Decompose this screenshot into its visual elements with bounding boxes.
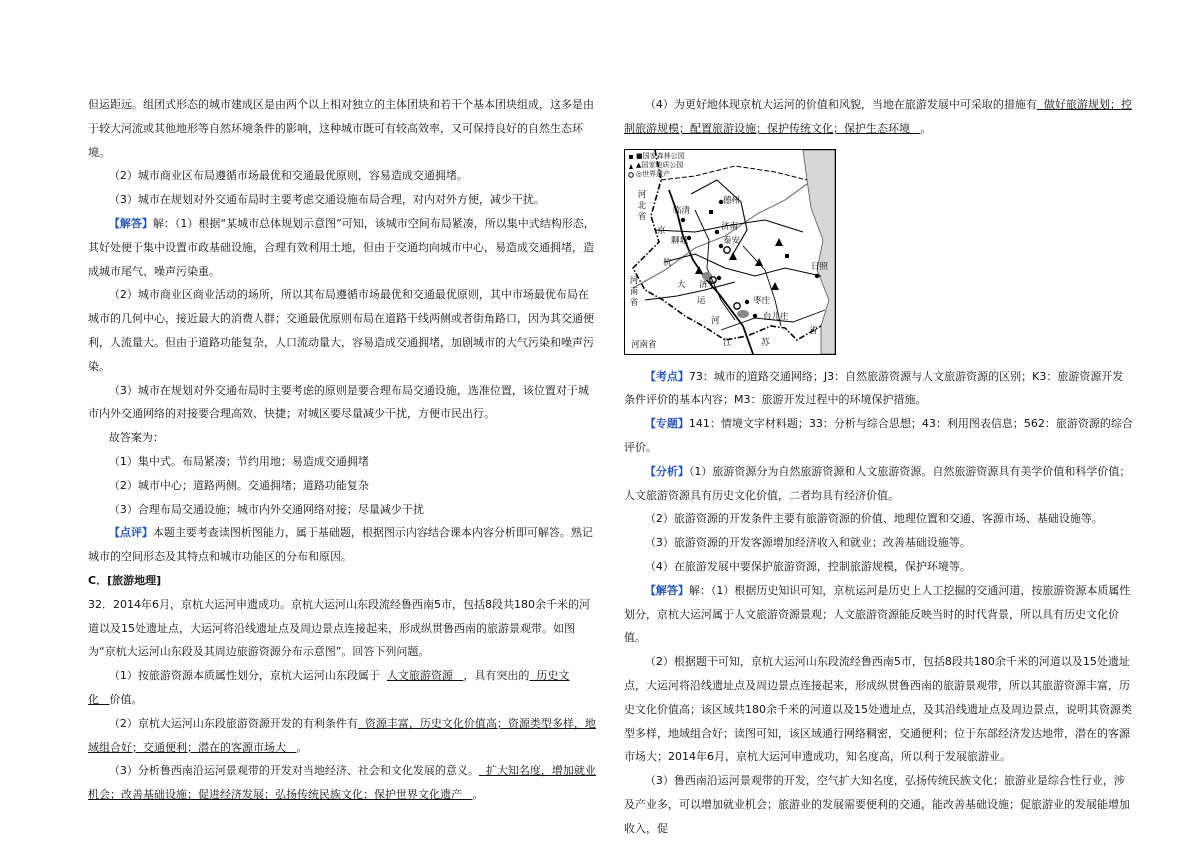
label-linqing: 临清 [673,205,691,216]
label-liaocheng: 聊城 [671,235,689,246]
kaodian-block: 【考点】73：城市的道路交通网络；J3：自然旅游资源与人文旅游资源的区别；K3：旅游资源开发条件评价的基本内容；M3：旅游开发过程中的环境保护措施。 [624,369,1124,407]
answer-block-3: （3）城市在规划对外交通布局时主要考虑的原则是要合理布局交通设施，选准位置，该位置对于城市内外交通网络的对接要合理高效、快捷；对城区要尽量减少干扰，方便市民出行。 [88,383,589,421]
jieda-2: （2）根据题干可知，京杭大运河山东段流经鲁西南5市，包括8段共180余千米的河道以及15处遗址点，大运河将沿线遗址点及周边景点连接起来，形成纵贯鲁西南的旅游景观带，所以其旅游资源丰富，历史文化价值高；该区域共180余千米的河道以及15处遗址点，及其沿线遗址点及周边景点，说明其资源类型多样，地域组合好；读图可知，该区域通行网络稠密，交通便利；位于东部经济发达地带，潜在的客源市场大；2014年6月，京杭大运河申遗成功，知名度高，所以利于发展旅游业。 [624,655,1132,764]
fenxi-block: 【分析】（1）旅游资源分为自然旅游资源和人文旅游资源。自然旅游资源具有美学价值和科学价值；人文旅游资源具有历史文化价值，二者均具有经济价值。 [624,464,1131,502]
legend-forest-park: ■国家森林公园 [636,151,685,160]
fenxi-4: （4）在旅游发展中要保护旅游资源，控制旅游规模，保护环境等。 [644,559,971,573]
fenxi-3: （3）旅游资源的开发客源增加经济收入和就业；改善基础设施等。 [644,536,971,550]
question-32-stem: 32．2014年6月，京杭大运河申遗成功。京杭大运河山东段流经鲁西南5市，包括8段共180余千米的河道以及15处遗址点，大运河将沿线遗址点及周边景点连接起来，形成纵贯鲁西南的旅游景观带。如图为“京杭大运河山东段及其周边旅游资源分布示意图”。回答下列问题。 [88,597,590,659]
canal-tourism-map [624,149,836,355]
label-da: 大 [677,279,686,290]
zhuanti-tag: 【专题】 [644,417,689,431]
label-henan-west: 河南省 [629,275,639,308]
fenxi-tag: 【分析】 [644,464,689,478]
comment-tag: 【点评】 [108,526,153,540]
jieda-tag: 【解答】 [644,583,689,597]
label-jining: 济宁 [699,279,717,290]
legend-geopark: ▲国家地质公园 [636,160,684,169]
question-32-part-2: （2）京杭大运河山东段旅游资源开发的有利条件有 资源丰富，历史文化价值高；资源类型多样，地域组合好；交通便利；潜在的客源市场大 。 [88,716,596,754]
label-dezhou: 德州 [723,195,741,206]
label-rizhao: 日照 [811,261,829,272]
zhuanti-block: 【专题】141：情境文字材料题；33：分析与综合思想；43：利用图表信息；562：旅游资源的综合评价。 [624,417,1133,454]
label-jiang: 江 [723,337,732,348]
label-jinan: 济南 [721,221,739,232]
label-henan-south: 河南省 [631,339,657,350]
right-column [624,93,1134,841]
label-taian: 泰安 [723,235,741,246]
answer-fill-1b: 历史文化 [88,669,570,706]
answer-fill-3: 扩大知名度，增加就业机会；改善基础设施；促进经济发展；弘扬传统民族文化；保护世界文化遗产 [88,764,596,802]
label-hebei: 河北省 [637,189,647,222]
final-answer-1: （1）集中式。布局紧凑；节约用地；易造成交通拥堵 [108,454,369,468]
label-zaozhuang: 枣庄 [753,295,771,306]
answer-fill-4: 做好旅游规划；控制旅游规模；配置旅游设施；保护传统文化；保护生态环境 [624,98,1132,135]
answer-block-2: （2）城市商业区商业活动的场所，所以其布局遵循市场最优和交通最优原则，其中市场最优布局在城市的几何中心，接近最大的消费人群；交通最优原则布局在道路干线两侧或者街角路口，因为其交通便利，人流量大。但由于道路功能复杂，人口流动量大，容易造成交通拥堵，加剧城市的大气污染和噪声污染。 [88,288,594,373]
section-heading: C．[旅游地理] [88,573,162,587]
label-su: 苏 [761,337,770,348]
question-32-part-4: （4）为更好地体现京杭大运河的价值和风貌，当地在旅游发展中可采取的措施有 做好旅游规划；控制旅游规模；配置旅游设施；保护传统文化；保护生态环境 。 [624,98,1132,135]
answer-fill-1a: 人文旅游资源 [386,669,453,683]
jieda-3: （3）鲁西南沿运河景观带的开发，空气扩大知名度，弘扬传统民族文化；旅游业是综合性行业，涉及产业多，可以增加就业机会；旅游业的发展需要便利的交通，能改善基础设施；促旅游业的发展能增加收入，促 [624,774,1130,835]
answer-fill-2: 资源丰富，历史文化价值高；资源类型多样，地域组合好；交通便利；潜在的客源市场大 [88,716,596,754]
question-32-part-3: （3）分析鲁西南沿运河景观带的开发对当地经济、社会和文化发展的意义。 扩大知名度，增加就业机会；改善基础设施；促进经济发展；弘扬传统民族文化；保护世界文化遗产 。 [88,764,596,802]
label-hang: 杭 [663,257,672,268]
left-column [88,93,596,807]
comment-block: 【点评】本题主要考查读图析图能力，属于基础题，根据图示内容结合课本内容分析即可解答。熟记城市的空间形态及其特点和城市功能区的分布和原因。 [88,526,593,564]
legend-world-heritage: ◎世界遗产 [636,169,671,178]
label-sheng: 省 [809,325,818,336]
label-he: 河 [711,315,720,326]
fenxi-2: （2）旅游资源的开发条件主要有旅游资源的价值、地理位置和交通、客源市场、基础设施等。 [644,512,1103,526]
map-graphics [625,150,835,354]
paragraph-3: （3）城市在规划对外交通布局时主要考虑交通设施布局合理，对内对外方便，减少干扰。 [108,193,545,207]
label-yun: 运 [697,295,706,306]
label-taierzhuang: 台儿庄 [763,311,789,322]
final-answer-3: （3）合理布局交通设施；城市内外交通网络对接；尽量减少干扰 [108,502,424,516]
label-jing: 京 [657,225,666,236]
question-32-part-1: （1）按旅游资源本质属性划分，京杭大运河山东段属于 人文旅游资源 ，具有突出的 历史文化 价值。 [88,669,570,706]
answer-block-1: 【解答】解：（1）根据“某城市总体规划示意图”可知，该城市空间布局紧凑，所以集中式结构形态，其好处便于集中设置市政基础设施，合理有效利用土地，但由于交通均向城市中心，易造成交通拥堵，造成城市尾气、噪声污染重。 [88,216,595,278]
kaodian-tag: 【考点】 [644,369,689,383]
final-answer-2: （2）城市中心；道路两侧。交通拥堵；道路功能复杂 [108,478,369,492]
jieda-block: 【解答】解：（1）根据历史知识可知，京杭运河是历史上人工挖掘的交通河道，按旅游资源本质属性划分，京杭大运河属于人文旅游资源景观；人文旅游资源能反映当时的时代背景，所以具有历史文化价值。 [624,583,1131,645]
paragraph-cont: 但运距远。组团式形态的城市建成区是由两个以上相对独立的主体团块和若干个基本团块组成，这多是由于较大河流或其他地形等自然环境条件的影响，这种城市既可有较高效率，又可保持良好的自然生态环境。 [88,98,594,159]
answer-tag: 【解答】 [108,216,153,230]
answer-lead: 故答案为： [108,431,164,445]
paragraph-2: （2）城市商业区布局遵循市场最优和交通最优原则，容易造成交通拥堵。 [108,169,468,183]
